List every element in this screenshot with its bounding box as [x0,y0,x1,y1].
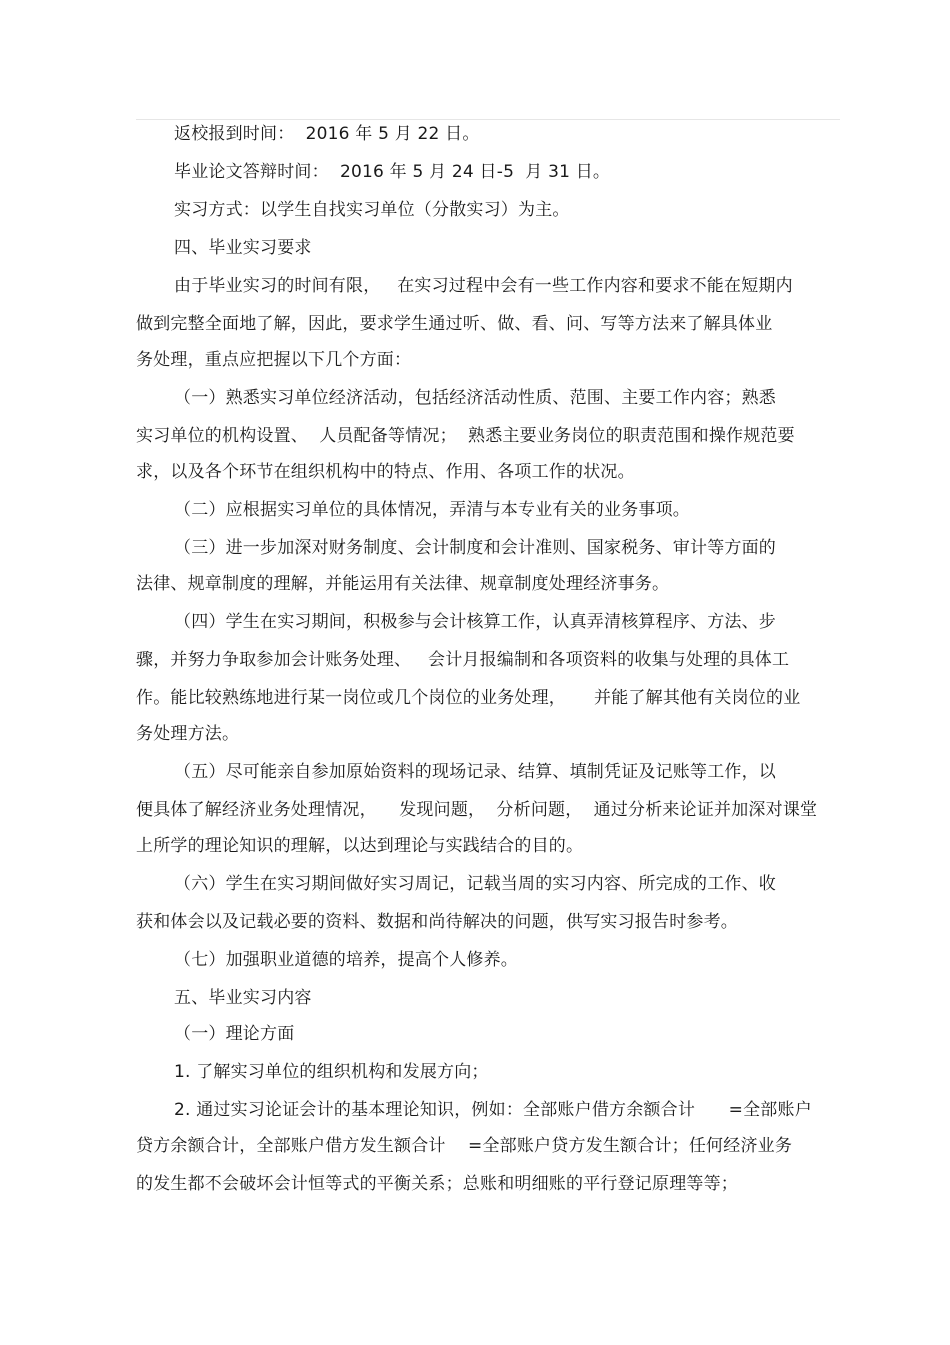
text-line: 实习单位的机构设置、 人员配备等情况； 熟悉主要业务岗位的职责范围和操作规范要 [136,426,795,446]
text-line: 务处理方法。 [136,724,240,744]
text-line: （一）理论方面 [174,1024,295,1044]
text-line: （五）尽可能亲自参加原始资料的现场记录、结算、填制凭证及记账等工作，以 [174,762,776,782]
text-line: 务处理，重点应把握以下几个方面： [136,350,412,370]
text-line: 实习方式：以学生自找实习单位（分散实习）为主。 [174,200,570,220]
text-line: 作。能比较熟练地进行某一岗位或几个岗位的业务处理， 并能了解其他有关岗位的业 [136,688,801,708]
text-line: 法律、规章制度的理解，并能运用有关法律、规章制度处理经济事务。 [136,574,670,594]
text-line: （四）学生在实习期间，积极参与会计核算工作，认真弄清核算程序、方法、步 [174,612,776,632]
text-line: 获和体会以及记载必要的资料、数据和尚待解决的问题，供写实习报告时参考。 [136,912,738,932]
text-line: （六）学生在实习期间做好实习周记，记载当周的实习内容、所完成的工作、收 [174,874,776,894]
text-line: 便具体了解经济业务处理情况， 发现问题， 分析问题， 通过分析来论证并加深对课堂 [136,800,818,820]
text-line: 求，以及各个环节在组织机构中的特点、作用、各项工作的状况。 [136,462,635,482]
text-line: 上所学的理论知识的理解，以达到理论与实践结合的目的。 [136,836,584,856]
text-line: 的发生都不会破坏会计恒等式的平衡关系；总账和明细账的平行登记原理等等； [136,1174,738,1194]
text-line: 由于毕业实习的时间有限， 在实习过程中会有一些工作内容和要求不能在短期内 [174,276,793,296]
text-line: （七）加强职业道德的培养，提高个人修养。 [174,950,518,970]
text-line: 五、毕业实习内容 [174,988,312,1008]
text-line: 返校报到时间： 2016 年 5 月 22 日。 [174,124,480,144]
text-line: 贷方余额合计，全部账户借方发生额合计 =全部账户贷方发生额合计；任何经济业务 [136,1136,793,1156]
text-line: 四、毕业实习要求 [174,238,312,258]
text-line: 做到完整全面地了解，因此，要求学生通过听、做、看、问、写等方法来了解具体业 [136,314,773,334]
text-line: 1. 了解实习单位的组织机构和发展方向； [174,1062,489,1082]
text-line: 毕业论文答辩时间： 2016 年 5 月 24 日-5 月 31 日。 [174,162,611,182]
text-line: （三）进一步加深对财务制度、会计制度和会计准则、国家税务、审计等方面的 [174,538,776,558]
header-divider [136,119,840,120]
text-line: （一）熟悉实习单位经济活动，包括经济活动性质、范围、主要工作内容；熟悉 [174,388,776,408]
text-line: 2. 通过实习论证会计的基本理论知识，例如：全部账户借方余额合计 =全部账户 [174,1100,812,1120]
text-line: 骤，并努力争取参加会计账务处理、 会计月报编制和各项资料的收集与处理的具体工 [136,650,790,670]
text-line: （二）应根据实习单位的具体情况，弄清与本专业有关的业务事项。 [174,500,690,520]
